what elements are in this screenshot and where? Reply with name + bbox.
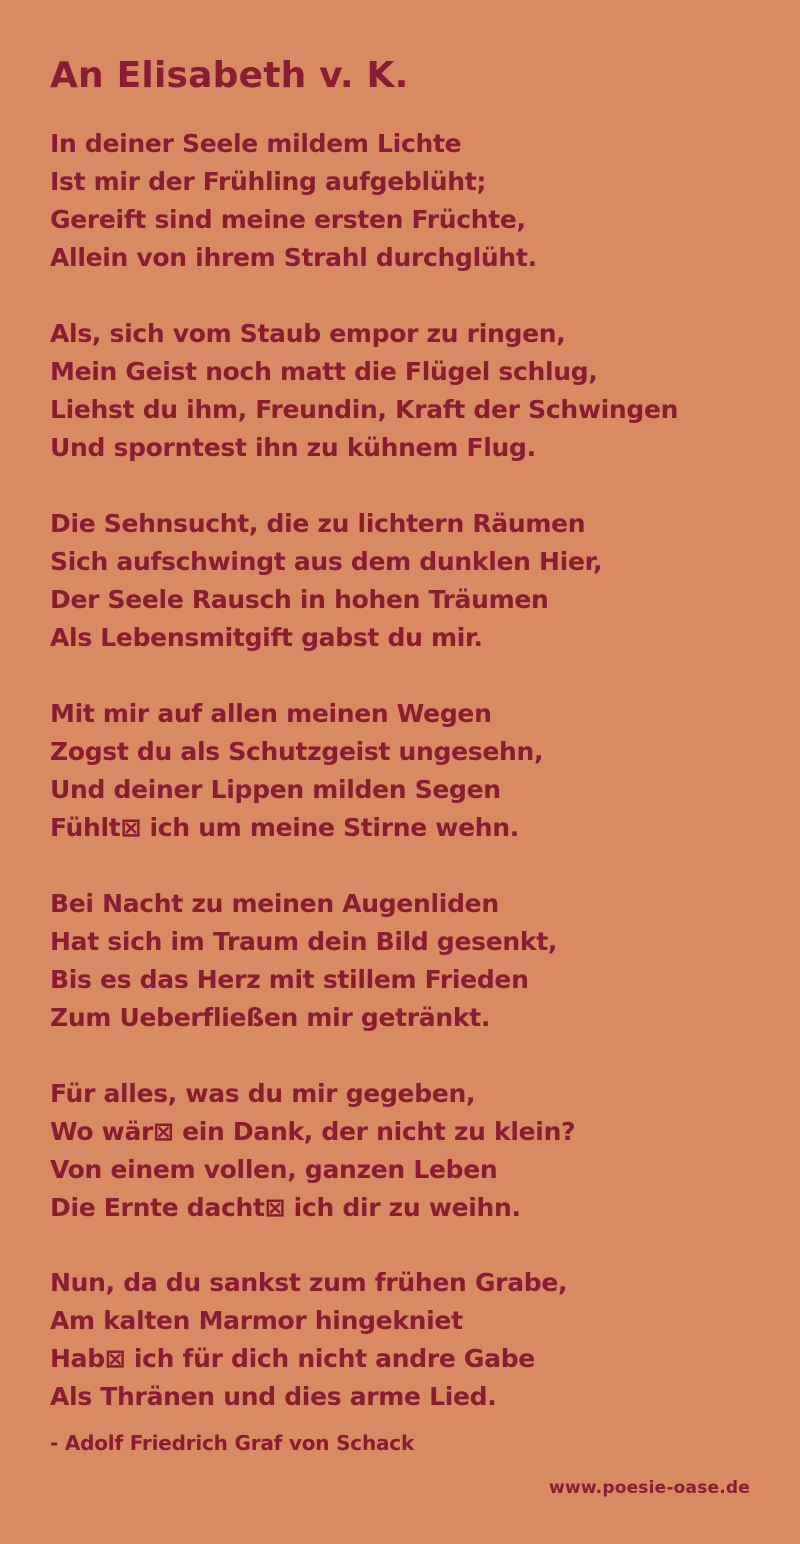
poem-line: Der Seele Rausch in hohen Träumen bbox=[50, 585, 549, 614]
poem-line: Von einem vollen, ganzen Leben bbox=[50, 1155, 498, 1184]
stanza-3 bbox=[50, 505, 602, 657]
poem-line: Wo wär⊠ ein Dank, der nicht zu klein? bbox=[50, 1117, 576, 1146]
poem-line: Allein von ihrem Strahl durchglüht. bbox=[50, 243, 537, 272]
poem-line: Nun, da du sankst zum frühen Grabe, bbox=[50, 1268, 568, 1297]
poem-line: Mit mir auf allen meinen Wegen bbox=[50, 699, 492, 728]
poem-line: Am kalten Marmor hingekniet bbox=[50, 1306, 463, 1335]
poem-line: Als, sich vom Staub empor zu ringen, bbox=[50, 319, 566, 348]
stanza-1 bbox=[50, 125, 537, 277]
poem-line: Die Ernte dacht⊠ ich dir zu weihn. bbox=[50, 1193, 521, 1222]
poem-line: Für alles, was du mir gegeben, bbox=[50, 1079, 476, 1108]
poem-line: Liehst du ihm, Freundin, Kraft der Schwingen bbox=[50, 395, 679, 424]
stanza-4 bbox=[50, 695, 543, 847]
poem-line: Zum Ueberfließen mir getränkt. bbox=[50, 1003, 491, 1032]
stanza-7 bbox=[50, 1264, 567, 1416]
website-link[interactable]: www.poesie-oase.de bbox=[549, 1478, 750, 1498]
poem-line: Bis es das Herz mit stillem Frieden bbox=[50, 965, 529, 994]
poem-line: Hat sich im Traum dein Bild gesenkt, bbox=[50, 927, 558, 956]
poem-line: In deiner Seele mildem Lichte bbox=[50, 129, 462, 158]
poem-line: Als Thränen und dies arme Lied. bbox=[50, 1382, 497, 1411]
poem-line: Zogst du als Schutzgeist ungesehn, bbox=[50, 737, 544, 766]
poem-line: Bei Nacht zu meinen Augenliden bbox=[50, 889, 499, 918]
poem-author: - Adolf Friedrich Graf von Schack bbox=[50, 1431, 415, 1455]
poem-line: Ist mir der Frühling aufgeblüht; bbox=[50, 167, 487, 196]
poem-line: Die Sehnsucht, die zu lichtern Räumen bbox=[50, 509, 586, 538]
poem-line: Als Lebensmitgift gabst du mir. bbox=[50, 623, 483, 652]
poem-line: Und deiner Lippen milden Segen bbox=[50, 775, 501, 804]
poem-line: Sich aufschwingt aus dem dunklen Hier, bbox=[50, 547, 603, 576]
stanza-2 bbox=[50, 315, 678, 467]
poem-title: An Elisabeth v. K. bbox=[50, 55, 409, 96]
stanza-6 bbox=[50, 1075, 575, 1227]
poem-line: Mein Geist noch matt die Flügel schlug, bbox=[50, 357, 598, 386]
poem-line: Und sporntest ihn zu kühnem Flug. bbox=[50, 433, 536, 462]
stanza-5 bbox=[50, 885, 557, 1037]
poem-line: Hab⊠ ich für dich nicht andre Gabe bbox=[50, 1344, 535, 1373]
poem-line: Fühlt⊠ ich um meine Stirne wehn. bbox=[50, 813, 519, 842]
poem-line: Gereift sind meine ersten Früchte, bbox=[50, 205, 526, 234]
